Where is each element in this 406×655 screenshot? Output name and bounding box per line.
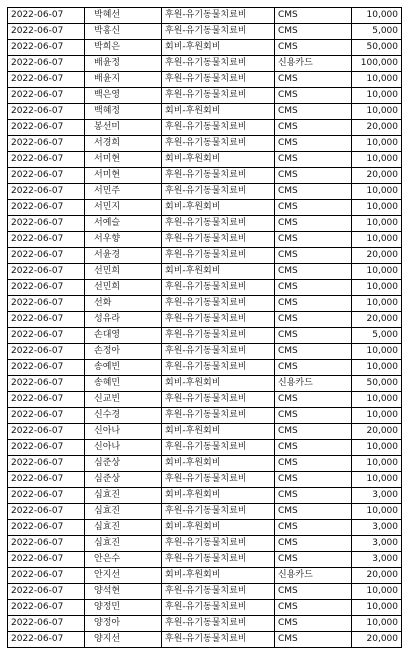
donor-name-cell: 손정아 [85,344,162,360]
date-cell: 2022-06-07 [8,408,85,424]
payment-method-cell: CMS [275,72,352,88]
donation-type-cell: 후원-유기동물치료비 [162,584,275,600]
date-cell: 2022-06-07 [8,424,85,440]
donation-type-cell: 후원-유기동물치료비 [162,136,275,152]
donor-name-cell: 서예슬 [85,216,162,232]
amount-cell: 10,000 [352,392,402,408]
donor-name-cell: 배윤지 [85,72,162,88]
donation-type-cell: 후원-유기동물치료비 [162,600,275,616]
date-cell: 2022-06-07 [8,360,85,376]
table-row [8,136,402,152]
amount-cell: 10,000 [352,152,402,168]
table-row [8,360,402,376]
donation-type-cell: 후원-유기동물치료비 [162,440,275,456]
date-cell: 2022-06-07 [8,584,85,600]
amount-cell: 100,000 [352,56,402,72]
date-cell: 2022-06-07 [8,280,85,296]
amount-cell: 10,000 [352,600,402,616]
donor-name-cell: 백은영 [85,88,162,104]
date-cell: 2022-06-07 [8,104,85,120]
donor-name-cell: 신수경 [85,408,162,424]
date-cell: 2022-06-07 [8,328,85,344]
date-cell: 2022-06-07 [8,456,85,472]
date-cell: 2022-06-07 [8,472,85,488]
payment-method-cell: CMS [275,536,352,552]
date-cell: 2022-06-07 [8,504,85,520]
table-row [8,632,402,648]
date-cell: 2022-06-07 [8,392,85,408]
date-cell: 2022-06-07 [8,72,85,88]
amount-cell: 10,000 [352,472,402,488]
donation-type-cell: 후원-유기동물치료비 [162,360,275,376]
donation-type-cell: 후원-유기동물치료비 [162,408,275,424]
amount-cell: 3,000 [352,552,402,568]
donor-name-cell: 신아나 [85,424,162,440]
donation-type-cell: 후원-유기동물치료비 [162,88,275,104]
date-cell: 2022-06-07 [8,520,85,536]
table-row [8,504,402,520]
date-cell: 2022-06-07 [8,40,85,56]
donation-type-cell: 후원-유기동물치료비 [162,328,275,344]
donor-name-cell: 송예빈 [85,360,162,376]
date-cell: 2022-06-07 [8,56,85,72]
table-row [8,88,402,104]
date-cell: 2022-06-07 [8,216,85,232]
amount-cell: 10,000 [352,232,402,248]
donor-name-cell: 심준상 [85,456,162,472]
donor-name-cell: 양지선 [85,632,162,648]
amount-cell: 50,000 [352,40,402,56]
table-row [8,344,402,360]
donation-type-cell: 후원-유기동물치료비 [162,392,275,408]
payment-method-cell: CMS [275,296,352,312]
donor-name-cell: 서경희 [85,136,162,152]
table-row [8,584,402,600]
amount-cell: 20,000 [352,120,402,136]
donation-type-cell: 후원-유기동물치료비 [162,280,275,296]
table-row [8,24,402,40]
payment-method-cell: CMS [275,8,352,24]
donor-name-cell: 심효진 [85,488,162,504]
donor-name-cell: 서윤경 [85,248,162,264]
date-cell: 2022-06-07 [8,312,85,328]
donor-name-cell: 봉선미 [85,120,162,136]
donor-name-cell: 양정민 [85,600,162,616]
table-row [8,312,402,328]
donation-type-cell: 후원-유기동물치료비 [162,344,275,360]
date-cell: 2022-06-07 [8,440,85,456]
date-cell: 2022-06-07 [8,88,85,104]
table-row [8,456,402,472]
payment-method-cell: CMS [275,168,352,184]
payment-method-cell: CMS [275,488,352,504]
payment-method-cell: CMS [275,600,352,616]
date-cell: 2022-06-07 [8,120,85,136]
donation-type-cell: 회비-후원회비 [162,488,275,504]
table-row [8,120,402,136]
donation-type-cell: 회비-후원회비 [162,376,275,392]
donation-type-cell: 후원-유기동물치료비 [162,184,275,200]
table-row [8,72,402,88]
payment-method-cell: 신용카드 [275,568,352,584]
amount-cell: 10,000 [352,184,402,200]
table-row [8,248,402,264]
donor-name-cell: 서우향 [85,232,162,248]
amount-cell: 20,000 [352,312,402,328]
donation-type-cell: 후원-유기동물치료비 [162,72,275,88]
table-row [8,600,402,616]
donor-name-cell: 손대영 [85,328,162,344]
donor-name-cell: 심효진 [85,504,162,520]
payment-method-cell: CMS [275,216,352,232]
payment-method-cell: CMS [275,520,352,536]
payment-method-cell: CMS [275,328,352,344]
payment-method-cell: CMS [275,232,352,248]
payment-method-cell: CMS [275,184,352,200]
amount-cell: 10,000 [352,104,402,120]
payment-method-cell: CMS [275,248,352,264]
amount-cell: 20,000 [352,568,402,584]
payment-method-cell: CMS [275,40,352,56]
donor-name-cell: 양석현 [85,584,162,600]
table-row [8,152,402,168]
donor-name-cell: 선화 [85,296,162,312]
payment-method-cell: CMS [275,616,352,632]
table-row [8,40,402,56]
payment-method-cell: 신용카드 [275,376,352,392]
table-row [8,392,402,408]
amount-cell: 20,000 [352,424,402,440]
date-cell: 2022-06-07 [8,568,85,584]
donor-name-cell: 심효진 [85,536,162,552]
donor-name-cell: 선민희 [85,280,162,296]
donation-type-cell: 회비-후원회비 [162,40,275,56]
amount-cell: 10,000 [352,264,402,280]
table-row [8,168,402,184]
payment-method-cell: 신용카드 [275,56,352,72]
date-cell: 2022-06-07 [8,376,85,392]
payment-method-cell: CMS [275,456,352,472]
table-row [8,472,402,488]
table-row [8,408,402,424]
donation-type-cell: 후원-유기동물치료비 [162,248,275,264]
payment-method-cell: CMS [275,344,352,360]
donor-name-cell: 박홍신 [85,24,162,40]
amount-cell: 20,000 [352,168,402,184]
payment-method-cell: CMS [275,88,352,104]
payment-method-cell: CMS [275,264,352,280]
donation-type-cell: 후원-유기동물치료비 [162,312,275,328]
date-cell: 2022-06-07 [8,200,85,216]
donor-name-cell: 서미현 [85,168,162,184]
donor-name-cell: 백혜정 [85,104,162,120]
donation-type-cell: 후원-유기동물치료비 [162,552,275,568]
donation-type-cell: 회비-후원회비 [162,200,275,216]
donation-ledger-sheet [7,7,402,648]
date-cell: 2022-06-07 [8,248,85,264]
donor-name-cell: 서미현 [85,152,162,168]
payment-method-cell: CMS [275,280,352,296]
amount-cell: 10,000 [352,344,402,360]
payment-method-cell: CMS [275,136,352,152]
table-row [8,104,402,120]
table-row [8,520,402,536]
amount-cell: 10,000 [352,504,402,520]
amount-cell: 10,000 [352,88,402,104]
amount-cell: 10,000 [352,360,402,376]
donor-name-cell: 송혜민 [85,376,162,392]
donor-name-cell: 심효진 [85,520,162,536]
donation-type-cell: 후원-유기동물치료비 [162,632,275,648]
payment-method-cell: CMS [275,504,352,520]
table-row [8,8,402,24]
date-cell: 2022-06-07 [8,600,85,616]
table-row [8,568,402,584]
donor-name-cell: 서민지 [85,200,162,216]
donor-name-cell: 서민주 [85,184,162,200]
date-cell: 2022-06-07 [8,264,85,280]
amount-cell: 10,000 [352,296,402,312]
donation-type-cell: 후원-유기동물치료비 [162,232,275,248]
payment-method-cell: CMS [275,360,352,376]
donation-type-cell: 후원-유기동물치료비 [162,168,275,184]
date-cell: 2022-06-07 [8,632,85,648]
table-row [8,184,402,200]
date-cell: 2022-06-07 [8,232,85,248]
donor-name-cell: 박희은 [85,40,162,56]
donor-name-cell: 안지선 [85,568,162,584]
donor-name-cell: 배윤정 [85,56,162,72]
amount-cell: 10,000 [352,216,402,232]
amount-cell: 10,000 [352,440,402,456]
amount-cell: 20,000 [352,632,402,648]
donation-type-cell: 후원-유기동물치료비 [162,536,275,552]
payment-method-cell: CMS [275,472,352,488]
donation-table [7,7,402,648]
table-row [8,56,402,72]
payment-method-cell: CMS [275,120,352,136]
amount-cell: 10,000 [352,8,402,24]
donation-type-cell: 후원-유기동물치료비 [162,120,275,136]
donor-name-cell: 박혜선 [85,8,162,24]
donation-type-cell: 회비-후원회비 [162,152,275,168]
amount-cell: 3,000 [352,520,402,536]
payment-method-cell: CMS [275,200,352,216]
amount-cell: 5,000 [352,328,402,344]
date-cell: 2022-06-07 [8,136,85,152]
payment-method-cell: CMS [275,552,352,568]
amount-cell: 20,000 [352,248,402,264]
payment-method-cell: CMS [275,312,352,328]
table-row [8,424,402,440]
table-row [8,296,402,312]
payment-method-cell: CMS [275,424,352,440]
donation-type-cell: 후원-유기동물치료비 [162,296,275,312]
table-row [8,328,402,344]
date-cell: 2022-06-07 [8,616,85,632]
amount-cell: 10,000 [352,616,402,632]
payment-method-cell: CMS [275,104,352,120]
table-row [8,280,402,296]
table-row [8,440,402,456]
date-cell: 2022-06-07 [8,168,85,184]
donor-name-cell: 신아나 [85,440,162,456]
payment-method-cell: CMS [275,152,352,168]
table-row [8,488,402,504]
amount-cell: 10,000 [352,200,402,216]
date-cell: 2022-06-07 [8,296,85,312]
donor-name-cell: 심준상 [85,472,162,488]
donation-type-cell: 후원-유기동물치료비 [162,616,275,632]
date-cell: 2022-06-07 [8,344,85,360]
amount-cell: 3,000 [352,488,402,504]
date-cell: 2022-06-07 [8,536,85,552]
donation-type-cell: 후원-유기동물치료비 [162,216,275,232]
donation-type-cell: 회비-후원회비 [162,568,275,584]
table-row [8,616,402,632]
table-row [8,200,402,216]
table-row [8,376,402,392]
donation-type-cell: 후원-유기동물치료비 [162,8,275,24]
payment-method-cell: CMS [275,632,352,648]
table-row [8,264,402,280]
amount-cell: 50,000 [352,376,402,392]
donation-type-cell: 후원-유기동물치료비 [162,56,275,72]
date-cell: 2022-06-07 [8,152,85,168]
donation-type-cell: 회비-후원회비 [162,264,275,280]
amount-cell: 10,000 [352,584,402,600]
donation-type-cell: 후원-유기동물치료비 [162,504,275,520]
date-cell: 2022-06-07 [8,24,85,40]
donor-name-cell: 안은수 [85,552,162,568]
amount-cell: 10,000 [352,280,402,296]
date-cell: 2022-06-07 [8,184,85,200]
amount-cell: 3,000 [352,536,402,552]
donor-name-cell: 선민희 [85,264,162,280]
amount-cell: 10,000 [352,136,402,152]
donor-name-cell: 성유라 [85,312,162,328]
amount-cell: 10,000 [352,72,402,88]
donation-type-cell: 회비-후원회비 [162,104,275,120]
amount-cell: 5,000 [352,24,402,40]
table-row [8,216,402,232]
date-cell: 2022-06-07 [8,488,85,504]
donation-type-cell: 후원-유기동물치료비 [162,24,275,40]
payment-method-cell: CMS [275,408,352,424]
table-row [8,232,402,248]
table-row [8,536,402,552]
amount-cell: 10,000 [352,456,402,472]
donation-type-cell: 회비-후원회비 [162,456,275,472]
payment-method-cell: CMS [275,24,352,40]
donation-type-cell: 회비-후원회비 [162,520,275,536]
donor-name-cell: 신교빈 [85,392,162,408]
donation-type-cell: 후원-유기동물치료비 [162,472,275,488]
donor-name-cell: 양정아 [85,616,162,632]
donation-type-cell: 회비-후원회비 [162,424,275,440]
date-cell: 2022-06-07 [8,8,85,24]
payment-method-cell: CMS [275,392,352,408]
date-cell: 2022-06-07 [8,552,85,568]
table-row [8,552,402,568]
amount-cell: 10,000 [352,408,402,424]
payment-method-cell: CMS [275,440,352,456]
donation-table-body [8,8,402,648]
payment-method-cell: CMS [275,584,352,600]
